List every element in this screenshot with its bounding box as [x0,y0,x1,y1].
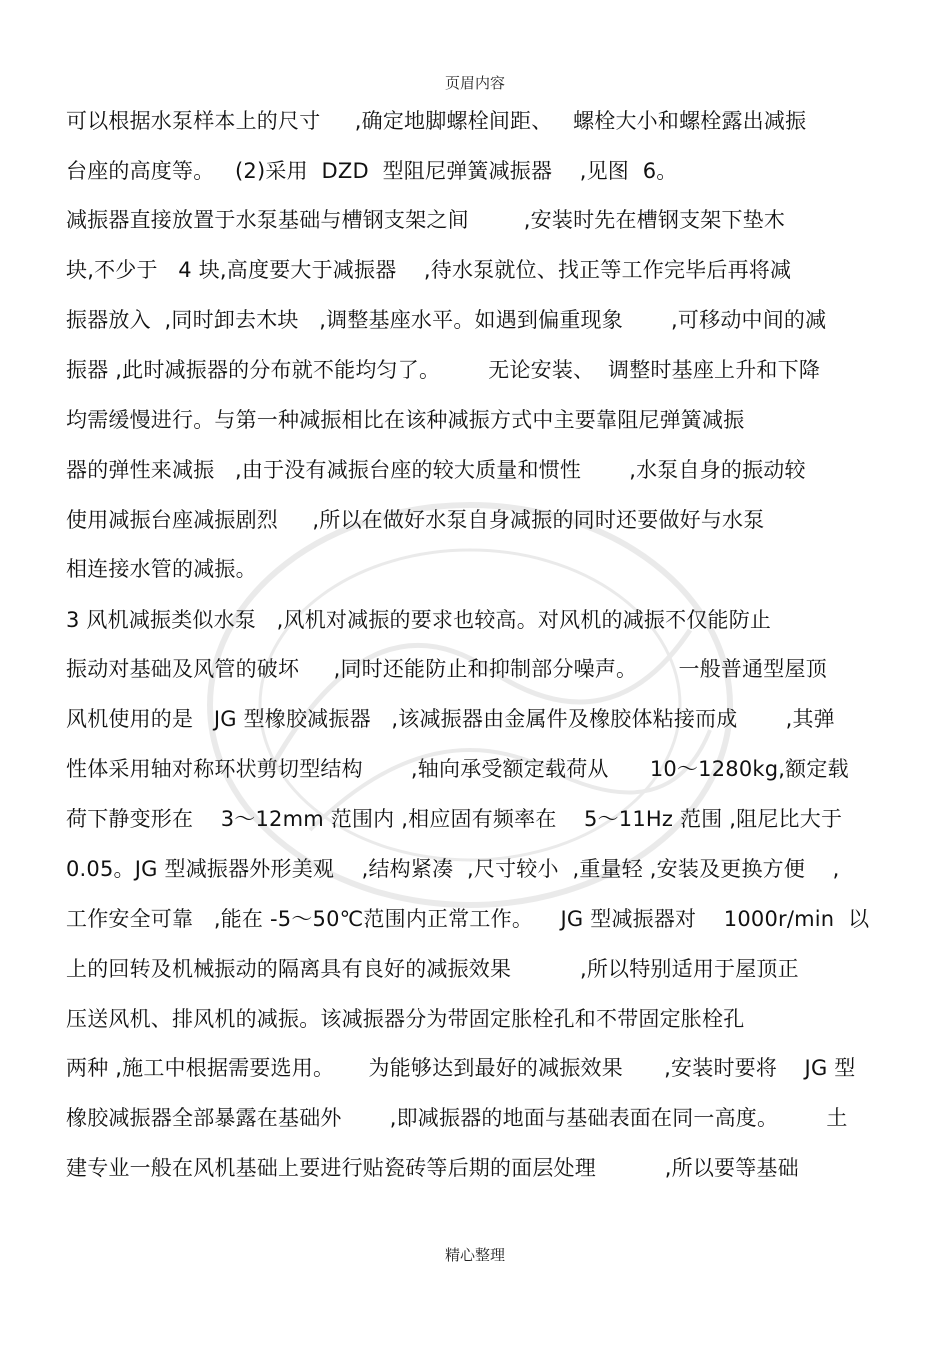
text-line: 0.05。JG 型减振器外形美观 ,结构紧凑 ,尺寸较小 ,重量轻 ,安装及更换方便 , [66,857,840,881]
text-line: 台座的高度等。 (2)采用 DZD 型阻尼弹簧减振器 ,见图 6。 [66,159,678,183]
text-line: 荷下静变形在 3～12mm 范围内 ,相应固有频率在 5～11Hz 范围 ,阻尼比大于 [66,807,843,831]
text-line: 压送风机、排风机的减振。该减振器分为带固定胀栓孔和不带固定胀栓孔 [66,1007,745,1031]
text-line: 工作安全可靠 ,能在 -5～50℃范围内正常工作。 JG 型减振器对 1000r/min 以 [66,907,870,931]
page-header: 页眉内容 [444,74,505,92]
text-line: 3 风机减振类似水泵 ,风机对减振的要求也较高。对风机的减振不仅能防止 [66,608,772,632]
text-line: 性体采用轴对称环状剪切型结构 ,轴向承受额定载荷从 10～1280kg,额定载 [66,757,849,781]
text-line: 风机使用的是 JG 型橡胶减振器 ,该减振器由金属件及橡胶体粘接而成 ,其弹 [66,707,835,731]
text-line: 可以根据水泵样本上的尺寸 ,确定地脚螺栓间距、 螺栓大小和螺栓露出减振 [66,109,807,133]
text-line: 振器 ,此时减振器的分布就不能均匀了。 无论安装、 调整时基座上升和下降 [66,358,821,382]
page-footer: 精心整理 [444,1246,505,1264]
text-line: 使用减振台座减振剧烈 ,所以在做好水泵自身减振的同时还要做好与水泵 [66,508,765,532]
text-line: 块,不少于 4 块,高度要大于减振器 ,待水泵就位、找正等工作完毕后再将减 [66,258,792,282]
text-line: 减振器直接放置于水泵基础与槽钢支架之间 ,安装时先在槽钢支架下垫木 [66,208,786,232]
text-line: 相连接水管的减振。 [66,557,257,581]
text-line: 振器放入 ,同时卸去木块 ,调整基座水平。如遇到偏重现象 ,可移动中间的减 [66,308,827,332]
text-line: 上的回转及机械振动的隔离具有良好的减振效果 ,所以特别适用于屋顶正 [66,957,799,981]
text-line: 两种 ,施工中根据需要选用。 为能够达到最好的减振效果 ,安装时要将 JG 型 [66,1056,856,1080]
text-line: 振动对基础及风管的破坏 ,同时还能防止和抑制部分噪声。 一般普通型屋顶 [66,657,827,681]
text-line: 建专业一般在风机基础上要进行贴瓷砖等后期的面层处理 ,所以要等基础 [66,1156,799,1180]
text-line: 均需缓慢进行。与第一种减振相比在该种减振方式中主要靠阻尼弹簧减振 [66,408,745,432]
text-line: 橡胶减振器全部暴露在基础外 ,即减振器的地面与基础表面在同一高度。 土 [66,1106,848,1130]
text-line: 器的弹性来减振 ,由于没有减振台座的较大质量和惯性 ,水泵自身的振动较 [66,458,806,482]
